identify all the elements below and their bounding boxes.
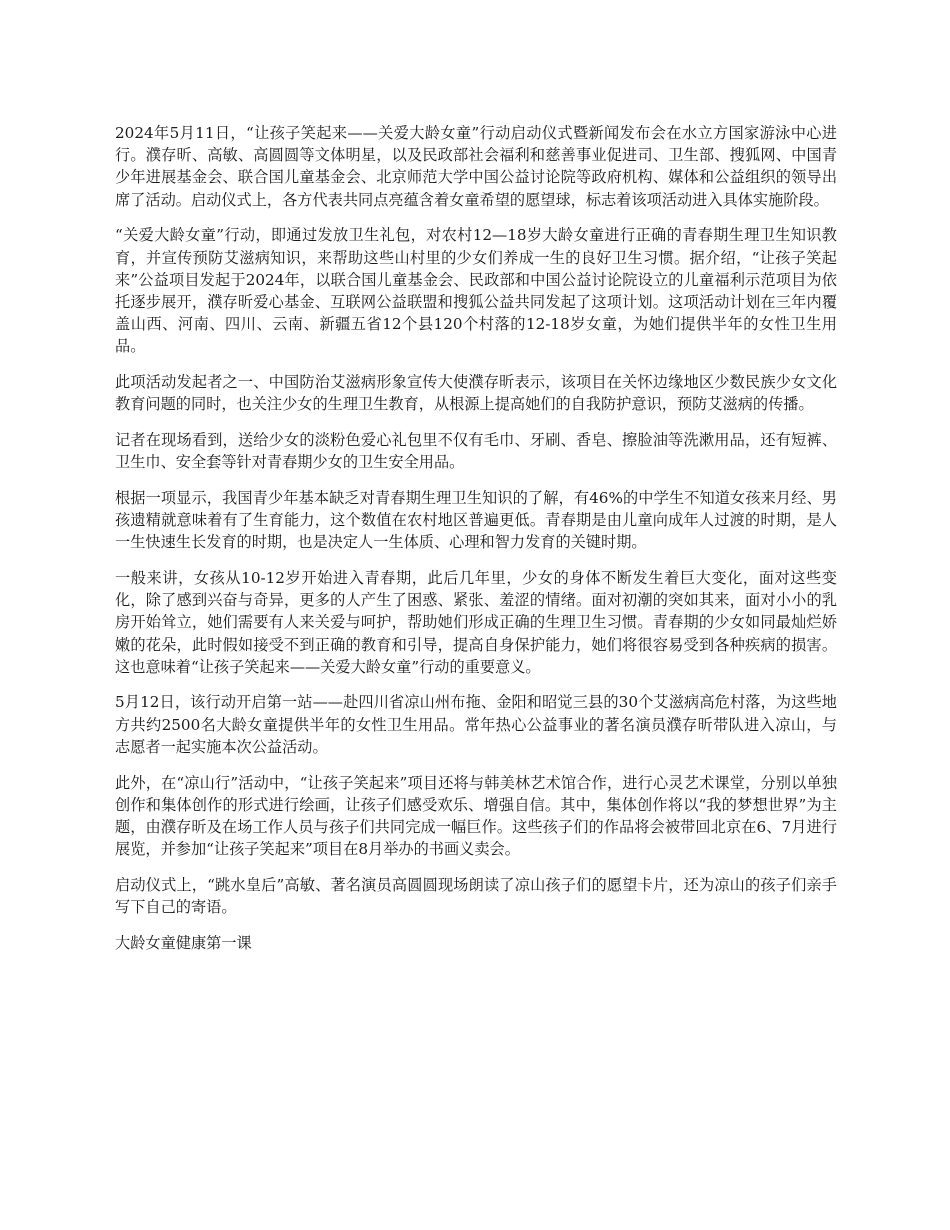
paragraph-art-class: 此外，在“凉山行”活动中，“让孩子笑起来”项目还将与韩美林艺术馆合作，进行心灵艺术课堂，分别以单独创作和集体创作的形式进行绘画，让孩子们感受欢乐、增强自信。其中，集体创作将以“我的梦想世界”为主题，由濮存昕及在场工作人员与孩子们共同完成一幅巨作。这些孩子们的作品将会被带回北京在6、7月进行展览，并参加“让孩子笑起来”项目在8月举办的书画义卖会。 [115, 773, 837, 859]
paragraph-wish-cards: 启动仪式上，“跳水皇后”高敏、著名演员高圆圆现场朗读了凉山孩子们的愿望卡片，还为凉山的孩子们亲手写下自己的寄语。 [115, 875, 837, 917]
section-heading: 大龄女童健康第一课 [115, 933, 252, 952]
paragraph-first-stop: 5月12日，该行动开启第一站——赴四川省凉山州布拖、金阳和昭觉三县的30个艾滋病高危村落，为这些地方共约2500名大龄女童提供半年的女性卫生用品。常年热心公益事业的著名演员濮存昕带队进入凉山，与志愿者一起实施本次公益活动。 [115, 693, 837, 756]
paragraph-launch-ceremony: 2024年5月11日，“让孩子笑起来——关爱大龄女童”行动启动仪式暨新闻发布会在水立方国家游泳中心进行。濮存昕、高敏、高圆圆等文体明星，以及民政部社会福利和慈善事业促进司、卫生部、搜狐网、中国青少年进展基金会、联合国儿童基金会、北京师范大学中国公益讨论院等政府机构、媒体和公益组织的领导出席了活动。启动仪式上，各方代表共同点亮蕴含着女童希望的愿望球，标志着该项活动进入具体实施阶段。 [115, 124, 837, 209]
paragraph-initiator-statement: 此项活动发起者之一、中国防治艾滋病形象宣传大使濮存昕表示，该项目在关怀边缘地区少数民族少女文化教育问题的同时，也关注少女的生理卫生教育，从根源上提高她们的自我防护意识，预防艾滋病的传播。 [115, 373, 837, 414]
paragraph-survey: 根据一项显示，我国青少年基本缺乏对青春期生理卫生知识的了解，有46%的中学生不知道女孩来月经、男孩遗精就意味着有了生育能力，这个数值在农村地区普遍更低。青春期是由儿童向成年人过渡的时期，是人一生快速生长发育的时期，也是决定人一生体质、心理和智力发育的关键时期。 [115, 488, 837, 552]
paragraph-gift-pack: 记者在现场看到，送给少女的淡粉色爱心礼包里不仅有毛巾、牙刷、香皂、擦脸油等洗漱用品，还有短裤、卫生巾、安全套等针对青春期少女的卫生安全用品。 [115, 430, 837, 472]
document-body [115, 122, 837, 968]
paragraph-campaign-overview: “关爱大龄女童”行动，即通过发放卫生礼包，对农村12—18岁大龄女童进行正确的青春期生理卫生知识教育，并宣传预防艾滋病知识，来帮助这些山村里的少女们养成一生的良好卫生习惯。据介绍，“让孩子笑起来”公益项目发起于2024年，以联合国儿童基金会、民政部和中国公益讨论院设立的儿童福利示范项目为依托逐步展开，濮存昕爱心基金、互联网公益联盟和搜狐公益共同发起了这项计划。这项活动计划在三年内覆盖山西、河南、四川、云南、新疆五省12个县120个村落的12-18岁女童，为她们提供半年的女性卫生用品。 [115, 226, 837, 356]
paragraph-puberty: 一般来讲，女孩从10-12岁开始进入青春期，此后几年里，少女的身体不断发生着巨大变化，面对这些变化，除了感到兴奋与奇异，更多的人产生了困惑、紧张、羞涩的情绪。面对初潮的突如其来，面对小小的乳房开始耸立，她们需要有人来关爱与呵护，帮助她们形成正确的生理卫生习惯。青春期的少女如同最灿烂娇嫩的花朵，此时假如接受不到正确的教育和引导，提高自身保护能力，她们将很容易受到各种疾病的损害。这也意味着“让孩子笑起来——关爱大龄女童”行动的重要意义。 [115, 568, 837, 676]
